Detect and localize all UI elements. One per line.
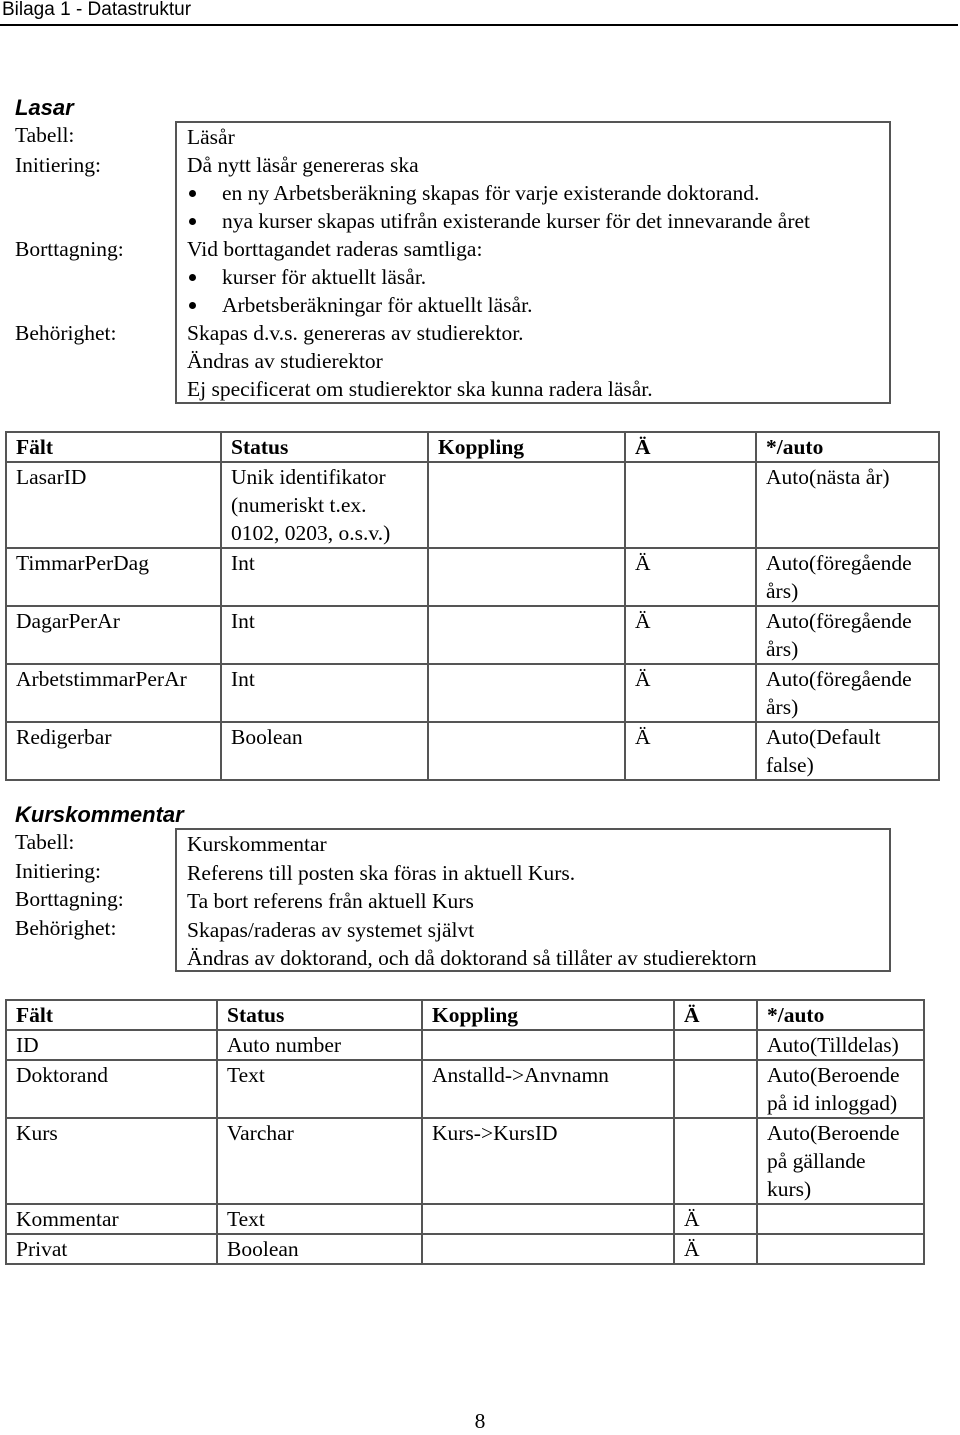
lasar-borttagning-bullet: Arbetsberäkningar för aktuellt läsår.: [189, 291, 532, 319]
table-cell: Auto(föregående års): [756, 664, 939, 722]
table-cell: [422, 1234, 674, 1264]
column-header: Status: [221, 432, 428, 462]
table-row: [6, 1118, 924, 1204]
label-behorighet: Behörighet:: [15, 321, 117, 345]
bullet-icon: [189, 218, 196, 225]
column-header: Ä: [625, 432, 756, 462]
table-row: [6, 1204, 924, 1234]
table-cell: Ä: [674, 1234, 757, 1264]
label-initiering: Initiering:: [15, 859, 101, 883]
table-cell: Ä: [625, 606, 756, 664]
table-row: [6, 664, 939, 722]
table-cell: [422, 1030, 674, 1060]
lasar-borttagning-bullet: kurser för aktuellt läsår.: [189, 263, 426, 291]
table-cell: [428, 548, 625, 606]
table-row: [6, 1030, 924, 1060]
label-tabell: Tabell:: [15, 830, 75, 854]
table-cell: Kurs->KursID: [422, 1118, 674, 1204]
table-cell: [674, 1030, 757, 1060]
table-cell: Privat: [6, 1234, 217, 1264]
column-header: Koppling: [422, 1000, 674, 1030]
table-cell: Auto(föregående års): [756, 606, 939, 664]
page-number: 8: [474, 1409, 486, 1433]
bullet-icon: [189, 190, 196, 197]
lasar-behorighet-line: Ej specificerat om studierektor ska kunna radera läsår.: [187, 377, 653, 401]
table-cell: [428, 722, 625, 780]
lasar-initiering-bullet: nya kurser skapas utifrån existerande kurser för det innevarande året: [189, 207, 810, 235]
lasar-behorighet-line: Skapas d.v.s. genereras av studierektor.: [187, 321, 524, 345]
table-row: [6, 1234, 924, 1264]
lasar-behorighet-line: Ändras av studierektor: [187, 349, 383, 373]
table-cell: Anstalld->Anvnamn: [422, 1060, 674, 1118]
label-tabell: Tabell:: [15, 123, 75, 147]
table-cell: [757, 1234, 924, 1264]
table-row: [6, 462, 939, 548]
table-cell: DagarPerAr: [6, 606, 221, 664]
column-header: Status: [217, 1000, 422, 1030]
section-title-lasar: Lasar: [15, 95, 74, 120]
table-cell: Auto(Beroende på id inloggad): [757, 1060, 924, 1118]
table-cell: Auto number: [217, 1030, 422, 1060]
table-cell: Ä: [625, 548, 756, 606]
table-cell: TimmarPerDag: [6, 548, 221, 606]
table-cell: Ä: [625, 664, 756, 722]
kurskommentar-fields-table: [5, 999, 925, 1265]
table-cell: Auto(Tilldelas): [757, 1030, 924, 1060]
lasar-tabell-value: Läsår: [187, 125, 235, 149]
label-borttagning: Borttagning:: [15, 237, 124, 261]
bullet-icon: [189, 274, 196, 281]
lasar-initiering-bullet: en ny Arbetsberäkning skapas för varje existerande doktorand.: [189, 179, 759, 207]
column-header: Koppling: [428, 432, 625, 462]
table-cell: Kurs: [6, 1118, 217, 1204]
table-cell: Int: [221, 664, 428, 722]
kurskommentar-info-value: Kurskommentar: [187, 832, 327, 856]
section-title-kurskommentar: Kurskommentar: [15, 802, 184, 827]
table-cell: Auto(föregående års): [756, 548, 939, 606]
table-cell: [428, 462, 625, 548]
lasar-fields-table: [5, 431, 940, 781]
table-cell: [422, 1204, 674, 1234]
table-cell: ArbetstimmarPerAr: [6, 664, 221, 722]
table-row: [6, 548, 939, 606]
table-cell: ID: [6, 1030, 217, 1060]
table-cell: Ä: [674, 1204, 757, 1234]
table-cell: [674, 1118, 757, 1204]
label-initiering: Initiering:: [15, 153, 101, 177]
kurskommentar-info-value: Referens till posten ska föras in aktuell Kurs.: [187, 861, 576, 885]
kurskommentar-info-value: Ta bort referens från aktuell Kurs: [187, 889, 474, 913]
table-cell: Auto(nästa år): [756, 462, 939, 548]
table-row: [6, 722, 939, 780]
table-cell: Auto(Beroende på gällande kurs): [757, 1118, 924, 1204]
kurskommentar-info-box: [175, 828, 891, 972]
column-header: */auto: [756, 432, 939, 462]
table-header-row: [6, 432, 939, 462]
table-cell: Auto(Default false): [756, 722, 939, 780]
table-header-row: [6, 1000, 924, 1030]
table-cell: Unik identifikator (numeriskt t.ex. 0102, 0203, o.s.v.): [221, 462, 428, 548]
column-header: Ä: [674, 1000, 757, 1030]
table-cell: Ä: [625, 722, 756, 780]
label-borttagning: Borttagning:: [15, 887, 124, 911]
table-row: [6, 606, 939, 664]
table-cell: Varchar: [217, 1118, 422, 1204]
table-cell: [757, 1204, 924, 1234]
column-header: Fält: [6, 432, 221, 462]
table-cell: Redigerbar: [6, 722, 221, 780]
lasar-initiering-value: Då nytt läsår genereras ska: [187, 153, 419, 177]
table-cell: Int: [221, 548, 428, 606]
header-title: Bilaga 1 - Datastruktur: [2, 0, 192, 20]
table-cell: [428, 606, 625, 664]
table-cell: [428, 664, 625, 722]
table-cell: LasarID: [6, 462, 221, 548]
lasar-info-box: [175, 121, 891, 404]
table-cell: Text: [217, 1060, 422, 1118]
column-header: */auto: [757, 1000, 924, 1030]
table-cell: Kommentar: [6, 1204, 217, 1234]
kurskommentar-info-value: Skapas/raderas av systemet självt: [187, 918, 475, 942]
bullet-icon: [189, 302, 196, 309]
table-cell: Doktorand: [6, 1060, 217, 1118]
table-cell: Text: [217, 1204, 422, 1234]
table-cell: [625, 462, 756, 548]
table-row: [6, 1060, 924, 1118]
page-header: [0, 0, 958, 26]
kurskommentar-info-value: Ändras av doktorand, och då doktorand så tillåter av studierektorn: [187, 946, 757, 970]
table-cell: Boolean: [217, 1234, 422, 1264]
table-cell: Int: [221, 606, 428, 664]
column-header: Fält: [6, 1000, 217, 1030]
lasar-borttagning-value: Vid borttagandet raderas samtliga:: [187, 237, 483, 261]
label-behorighet: Behörighet:: [15, 916, 117, 940]
table-cell: Boolean: [221, 722, 428, 780]
table-cell: [674, 1060, 757, 1118]
